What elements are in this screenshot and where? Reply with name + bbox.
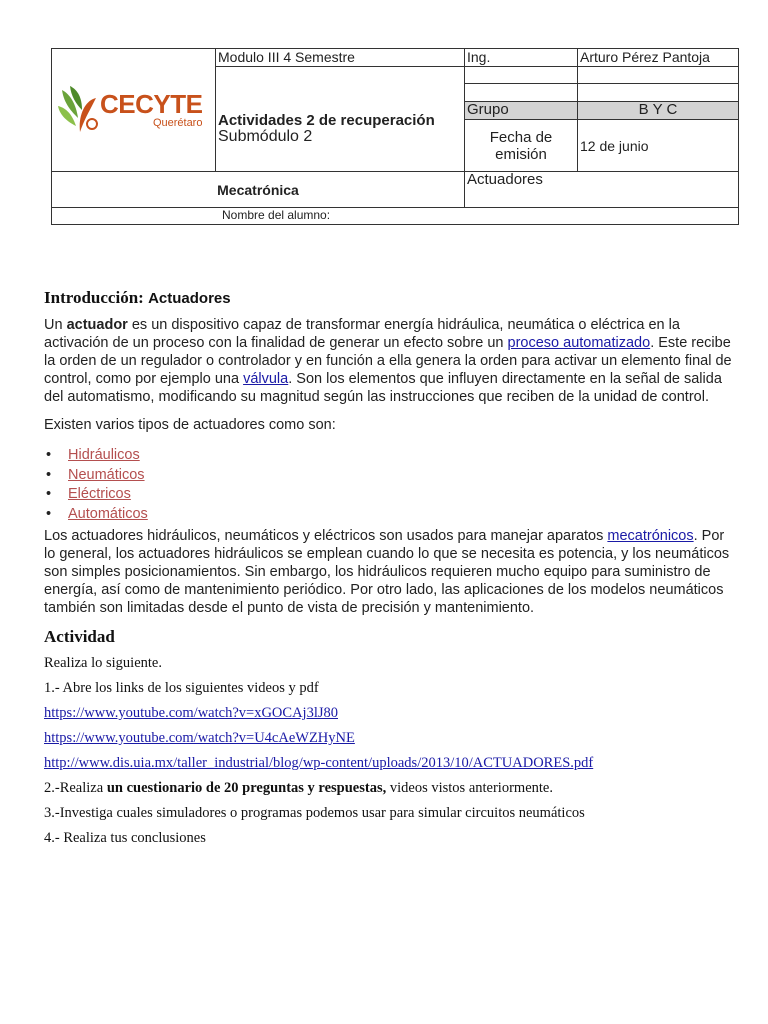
text-run: Los actuadores hidráulicos, neumáticos y eléctricos son usados para manejar aparatos	[44, 528, 608, 544]
document-header	[51, 48, 738, 228]
intro-paragraph-3	[44, 527, 738, 617]
title-cell	[216, 67, 465, 172]
automaticos-link[interactable]: Automáticos	[68, 505, 148, 522]
intro-heading-topic: Actuadores	[148, 290, 231, 307]
activity-intro: Realiza lo siguiente.	[44, 655, 162, 671]
logo-cell	[52, 49, 216, 172]
mecatronicos-link[interactable]: mecatrónicos	[607, 528, 694, 544]
activity-step-1: 1.- Abre los links de los siguientes videos y pdf	[44, 680, 319, 696]
activity-heading: Actividad	[44, 627, 115, 646]
cuestionario-bold: un cuestionario de 20 preguntas y respuestas,	[106, 780, 387, 796]
blank-cell	[578, 67, 739, 84]
group-value: B Y C	[578, 102, 739, 120]
submodule-title: Submódulo 2	[218, 128, 313, 145]
activity-step-2	[44, 780, 738, 797]
text-run: videos vistos anteriormente.	[386, 780, 553, 796]
list-item	[68, 466, 738, 486]
intro-paragraph-2: Existen varios tipos de actuadores como son:	[44, 417, 336, 433]
list-item	[68, 505, 738, 525]
actuator-types-list	[44, 446, 738, 524]
text-run: . Por lo general, los actuadores hidráulicos se emplean cuando lo que se necesita es potencia, y los neumáticos son simples posicionamientos. Sin embargo, los hidráulicos requieren mucho equipo para suministro de energía, así como de mantenimiento periódico. Por otro lado, las aplicaciones de los modelos neumáticos también son limitadas desde el punto de vista de precisión y mantenimiento.	[44, 528, 730, 616]
text-run: es un dispositivo capaz de transformar energía hidráulica, neumática o eléctrica en la activación de un proceso con la finalidad de generar un efecto sobre un	[44, 317, 680, 351]
header-table	[51, 48, 739, 225]
list-item	[68, 485, 738, 505]
cecyte-logo	[54, 80, 213, 140]
activity-step-3: 3.-Investiga cuales simuladores o programas podemos usar para simular circuitos neumáticos	[44, 805, 585, 821]
youtube-link-2[interactable]: https://www.youtube.com/watch?v=U4cAeWZHyNE	[44, 730, 355, 746]
student-name-cell: Nombre del alumno:	[52, 208, 739, 225]
list-item	[68, 446, 738, 466]
activity-step-4: 4.- Realiza tus conclusiones	[44, 830, 206, 846]
module-cell: Modulo III 4 Semestre	[216, 49, 465, 67]
activity-title: Actividades 2 de recuperación	[218, 112, 435, 129]
date-value: 12 de junio	[578, 120, 739, 172]
logo-name: CECYTE	[100, 89, 203, 119]
youtube-link-1[interactable]: https://www.youtube.com/watch?v=xGOCAj3lJ80	[44, 705, 338, 721]
group-label: Grupo	[465, 102, 578, 120]
ing-label: Ing.	[465, 49, 578, 67]
electricos-link[interactable]: Eléctricos	[68, 486, 131, 502]
text-run: . Este recibe la orden de un regulador o controlador y en función a ella genera la orden para activar un elemento final de control, como por ejemplo una	[44, 335, 732, 387]
actuador-term: actuador	[66, 317, 128, 333]
valvula-link[interactable]: válvula	[243, 371, 289, 387]
intro-paragraph-1	[44, 316, 738, 406]
intro-heading	[44, 288, 738, 308]
text-run: 2.-Realiza	[44, 780, 107, 796]
cecyte-leaf-logo-icon	[56, 80, 100, 140]
text-run: Un	[44, 317, 67, 333]
date-label: Fecha de emisión	[465, 120, 578, 172]
blank-cell	[578, 84, 739, 102]
logo-subtitle: Querétaro	[152, 117, 203, 129]
subject-cell: Mecatrónica	[52, 172, 465, 208]
neumaticos-link[interactable]: Neumáticos	[68, 466, 145, 483]
blank-cell	[465, 67, 578, 84]
teacher-name: Arturo Pérez Pantoja	[578, 49, 739, 67]
blank-cell	[465, 84, 578, 102]
pdf-link[interactable]: http://www.dis.uia.mx/taller_industrial/blog/wp-content/uploads/2013/10/ACTUADORES.pdf	[44, 755, 594, 771]
hidraulicos-link[interactable]: Hidráulicos	[68, 447, 140, 463]
text-run: . Son los elementos que influyen directamente en la señal de salida del automatismo, modificando su magnitud según las instrucciones que reciben de la unidad de control.	[44, 371, 722, 405]
document-body	[44, 280, 738, 855]
proceso-automatizado-link[interactable]: proceso automatizado	[507, 335, 651, 351]
topic-cell: Actuadores	[465, 172, 739, 208]
intro-heading-prefix: Introducción:	[44, 288, 144, 307]
